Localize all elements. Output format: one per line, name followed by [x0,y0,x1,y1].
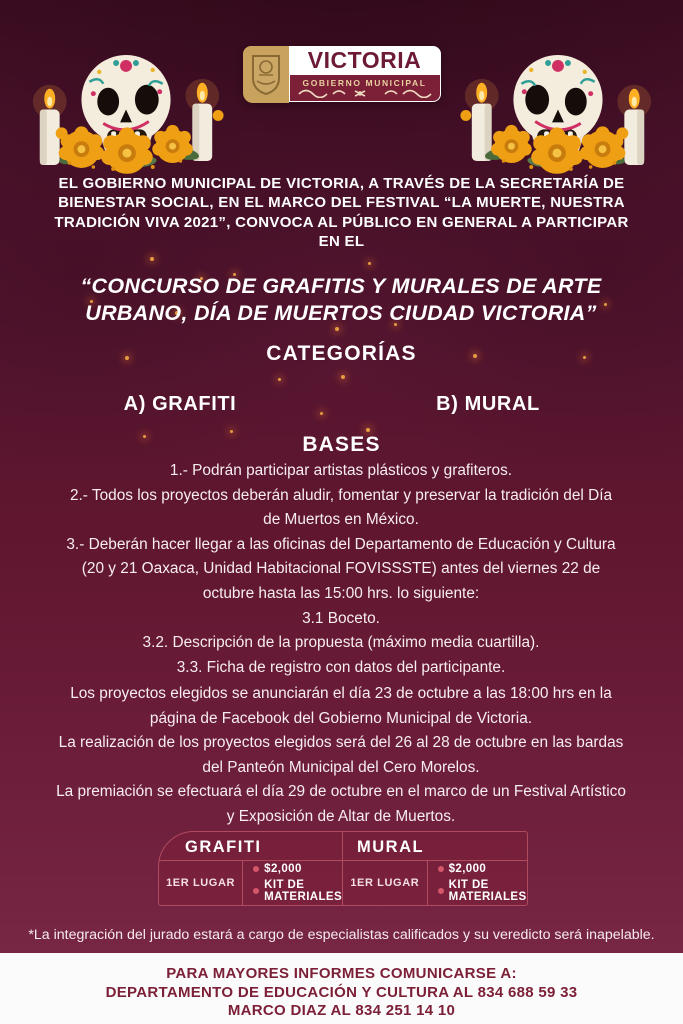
announcement-paragraph: La premiación se efectuará el día 29 de octubre en el marco de un Festival Artístico y Exposición de Altar de Muertos. [56,783,626,825]
logo-subtitle: GOBIERNO MUNICIPAL [302,78,427,88]
bases-list [61,459,621,680]
contest-title: “CONCURSO DE GRAFITIS Y MURALES DE ARTE URBANO, DÍA DE MUERTOS CIUDAD VICTORIA” [80,274,602,325]
spark-dot [368,262,371,265]
prize-header-mural: MURAL [343,832,527,861]
bases-heading: BASES [302,433,381,456]
bullet-icon [253,888,259,894]
bullet-icon [438,866,444,872]
prize-award-label: $2,000 [448,863,487,875]
category-grafiti: A) GRAFITI [123,393,237,415]
prize-award [253,863,342,875]
prize-award-label: KIT DE MATERIALES [448,879,527,903]
spark-dot [150,257,154,261]
prize-row [343,861,527,905]
spark-dot [278,378,281,381]
bases-item: 3.- Deberán hacer llegar a las oficinas del Departamento de Educación y Cultura (20 y 21 Oaxaca, Unidad Habitacional FOVISSSTE) antes del viernes 22 de octubre hasta las 15:00 hrs. lo siguiente: [66,535,616,602]
bases-item: 1.- Podrán participar artistas plásticos y grafiteros. [169,462,513,479]
prize-awards [428,861,527,905]
prize-place: 1ER LUGAR [343,861,428,905]
bases-subitem: 3.3. Ficha de registro con datos del participante. [176,658,506,676]
bases-item: 2.- Todos los proyectos deberán aludir, fomentar y preservar la tradición del Día de Muertos en México. [69,486,613,529]
logo-title: VICTORIA [289,46,441,75]
spark-dot [341,375,345,379]
prize-column-grafiti [159,832,343,905]
prize-award-label: KIT DE MATERIALES [264,879,343,903]
announcement-paragraph: Los proyectos elegidos se anunciarán el día 23 de octubre a las 18:00 hrs en la página de Facebook del Gobierno Municipal de Victoria. [70,685,612,727]
logo-band [289,75,441,102]
bases-subitem: 3.1 Boceto. [302,609,380,627]
prize-award [253,879,342,903]
spark-dot [320,412,323,415]
announcement-paragraph: La realización de los proyectos elegidos será del 26 al 28 de octubre en las bardas del Panteón Municipal del Cero Morelos. [58,734,624,776]
announcements-block [51,682,631,830]
prize-award-label: $2,000 [264,863,302,875]
prize-award [438,863,527,875]
prize-table [158,831,528,906]
prize-header-grafiti: GRAFITI [159,832,342,861]
bullet-icon [253,866,259,872]
sugar-skull-decoration-left [24,50,232,174]
ornament-flourish-icon [295,89,435,98]
footer-line: PARA MAYORES INFORMES COMUNICARSE A: [166,965,517,982]
sugar-skull-decoration-right [452,50,660,174]
prize-column-mural [343,832,527,905]
spark-dot [366,428,370,432]
intro-paragraph: EL GOBIERNO MUNICIPAL DE VICTORIA, A TRAVÉS DE LA SECRETARÍA DE BIENESTAR SOCIAL, EN EL MARCO DEL FESTIVAL “LA MUERTE, NUESTRA TRADICIÓN VIVA 2021”, CONVOCA AL PÚBLICO EN GENERAL A PARTICIPAR EN EL [54,175,629,251]
categories-heading: CATEGORÍAS [266,342,417,365]
prize-place: 1ER LUGAR [159,861,243,905]
contact-footer [0,953,683,1024]
jury-disclaimer: *La integración del jurado estará a cargo de especialistas calificados y su veredicto será inapelable. [28,927,655,943]
prize-awards [243,861,342,905]
prize-award [438,879,527,903]
prize-row [159,861,342,905]
footer-line: MARCO DIAZ AL 834 251 14 10 [227,1002,456,1020]
category-mural: B) MURAL [436,393,540,415]
bases-subitem: 3.2. Descripción de la propuesta (máximo media cuartilla). [142,634,540,652]
footer-line: DEPARTAMENTO DE EDUCACIÓN Y CULTURA AL 834 688 59 33 [105,983,578,1001]
spark-dot [335,327,339,331]
crest-icon [243,46,289,103]
bullet-icon [438,888,444,894]
